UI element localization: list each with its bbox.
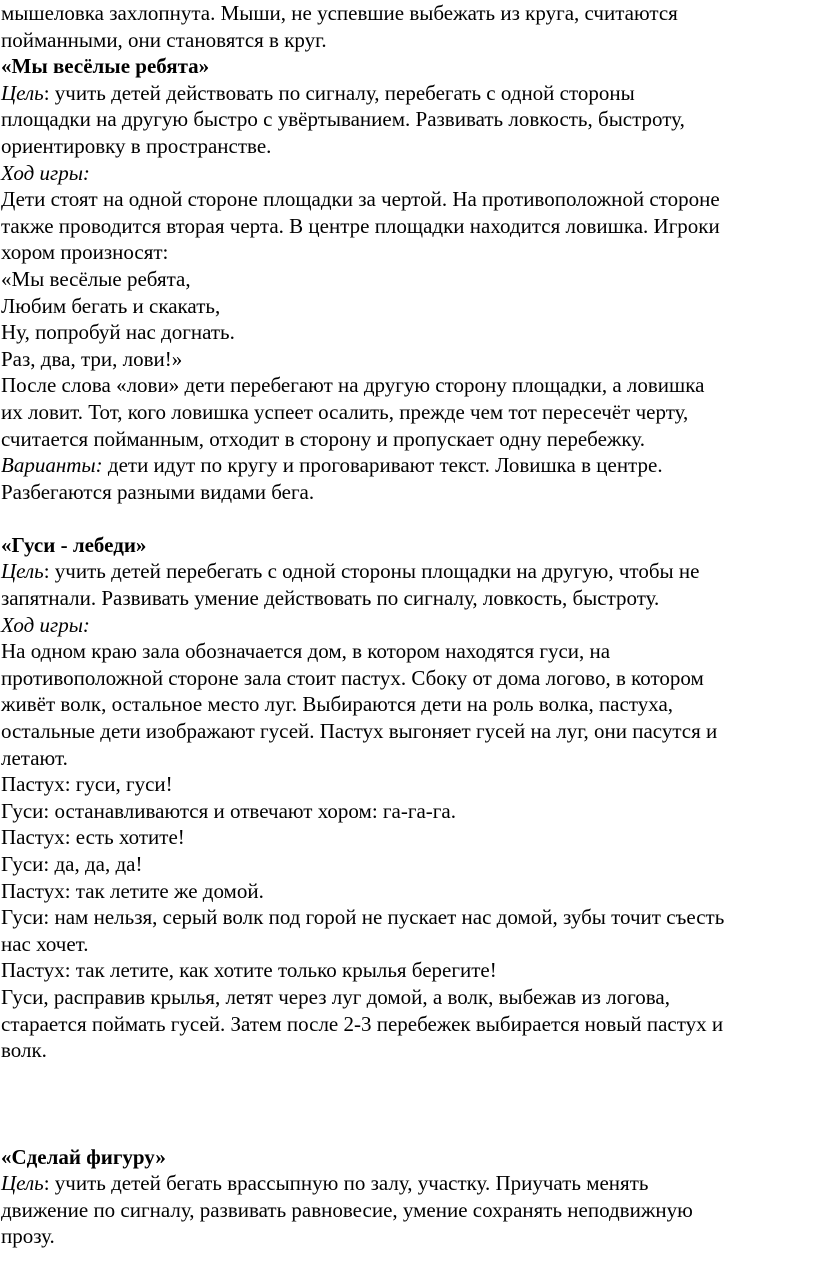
game3-goal-label: Цель — [1, 1171, 44, 1196]
spacer — [1, 505, 816, 532]
intro-line-2: пойманными, они становятся в круг. — [1, 27, 327, 52]
game2-dialogue-line-6: Гуси: нам нельзя, серый волк под горой не пускает нас домой, зубы точит съесть — [1, 905, 725, 930]
game2-goal-line-1 — [1, 558, 816, 585]
game2-course-line-6: Гуси, расправив крылья, летят через луг домой, а волк, выбежав из логова, — [1, 984, 670, 1009]
game1-variants-text: дети идут по кругу и проговаривают текст. Ловишка в центре. — [102, 453, 663, 478]
game2-course-line-1: На одном краю зала обозначается дом, в котором находятся гуси, на — [1, 639, 611, 664]
game3-goal-text: : учить детей бегать врассыпную по залу, участку. Приучать менять — [43, 1171, 649, 1196]
game1-rhyme-line-1: «Мы весёлые ребята, — [1, 266, 191, 291]
intro-line-1: мышеловка захлопнута. Мыши, не успевшие выбежать из круга, считаются — [1, 1, 678, 25]
game1-course-line-2: также проводится вторая черта. В центре площадки находится ловишка. Игроки — [1, 213, 720, 238]
game2-dialogue-line-7: нас хочет. — [1, 931, 89, 956]
game1-course-label: Ход игры: — [1, 160, 90, 185]
game2-course-line-5: летают. — [1, 745, 68, 770]
game3-goal-line-3: прозу. — [1, 1224, 55, 1249]
game2-course-line-7: старается поймать гусей. Затем после 2-3 перебежек выбирается новый пастух и — [1, 1011, 724, 1036]
game1-rhyme-line-3: Ну, попробуй нас догнать. — [1, 320, 235, 345]
game1-course-line-3: хором произносят: — [1, 240, 169, 265]
game2-dialogue-line-1: Пастух: гуси, гуси! — [1, 772, 173, 797]
game1-rhyme-line-4: Раз, два, три, лови!» — [1, 346, 183, 371]
game1-course-line-4: После слова «лови» дети перебегают на другую сторону площадки, а ловишка — [1, 373, 705, 398]
game2-course-line-4: остальные дети изображают гусей. Пастух выгоняет гусей на луг, они пасутся и — [1, 719, 718, 744]
game1-goal-line-1 — [1, 80, 816, 107]
game2-goal-label: Цель — [1, 559, 44, 584]
game1-goal-text: : учить детей действовать по сигналу, перебегать с одной стороны — [43, 80, 635, 105]
game1-goal-label: Цель — [1, 80, 44, 105]
game1-goal-line-3: ориентировку в пространстве. — [1, 133, 272, 158]
game3-goal-line-2: движение по сигналу, развивать равновесие, умение сохранять неподвижную — [1, 1197, 693, 1222]
game1-course-line-1: Дети стоят на одной стороне площадки за чертой. На противоположной стороне — [1, 187, 720, 212]
spacer — [1, 1090, 816, 1117]
game2-goal-line-2: запятнали. Развивать умение действовать по сигналу, ловкость, быстроту. — [1, 586, 660, 611]
game1-goal-line-2: площадки на другую быстро с увёртыванием. Развивать ловкость, быстроту, — [1, 107, 685, 132]
game1-title: «Мы весёлые ребята» — [1, 54, 210, 79]
game2-goal-text: : учить детей перебегать с одной стороны площадки на другую, чтобы не — [43, 559, 700, 584]
game2-dialogue-line-5: Пастух: так летите же домой. — [1, 878, 264, 903]
game2-dialogue-line-2: Гуси: останавливаются и отвечают хором: га-га-га. — [1, 798, 456, 823]
game2-title: «Гуси - лебеди» — [1, 532, 147, 557]
game1-course-line-6: считается пойманным, отходит в сторону и пропускает одну перебежку. — [1, 426, 645, 451]
spacer — [1, 1064, 816, 1091]
game1-variants-label: Варианты: — [1, 453, 103, 478]
game2-dialogue-line-8: Пастух: так летите, как хотите только крылья берегите! — [1, 958, 497, 983]
game2-dialogue-line-4: Гуси: да, да, да! — [1, 852, 143, 876]
game2-dialogue-line-3: Пастух: есть хотите! — [1, 825, 185, 850]
game2-course-line-3: живёт волк, остальное место луг. Выбираются дети на роль волка, пастуха, — [1, 692, 674, 717]
game3-title: «Сделай фигуру» — [1, 1144, 166, 1169]
game3-goal-line-1 — [1, 1170, 816, 1197]
game2-course-label: Ход игры: — [1, 612, 90, 637]
game2-course-line-8: волк. — [1, 1038, 47, 1063]
game1-rhyme-line-2: Любим бегать и скакать, — [1, 293, 221, 318]
game1-course-line-5: их ловит. Тот, кого ловишка успеет осалить, прежде чем тот пересечёт черту, — [1, 399, 689, 424]
game1-variants-line-2: Разбегаются разными видами бега. — [1, 479, 315, 504]
game1-variants-line-1 — [1, 452, 816, 479]
spacer — [1, 1117, 816, 1144]
game2-course-line-2: противоположной стороне зала стоит пастух. Сбоку от дома логово, в котором — [1, 665, 704, 690]
